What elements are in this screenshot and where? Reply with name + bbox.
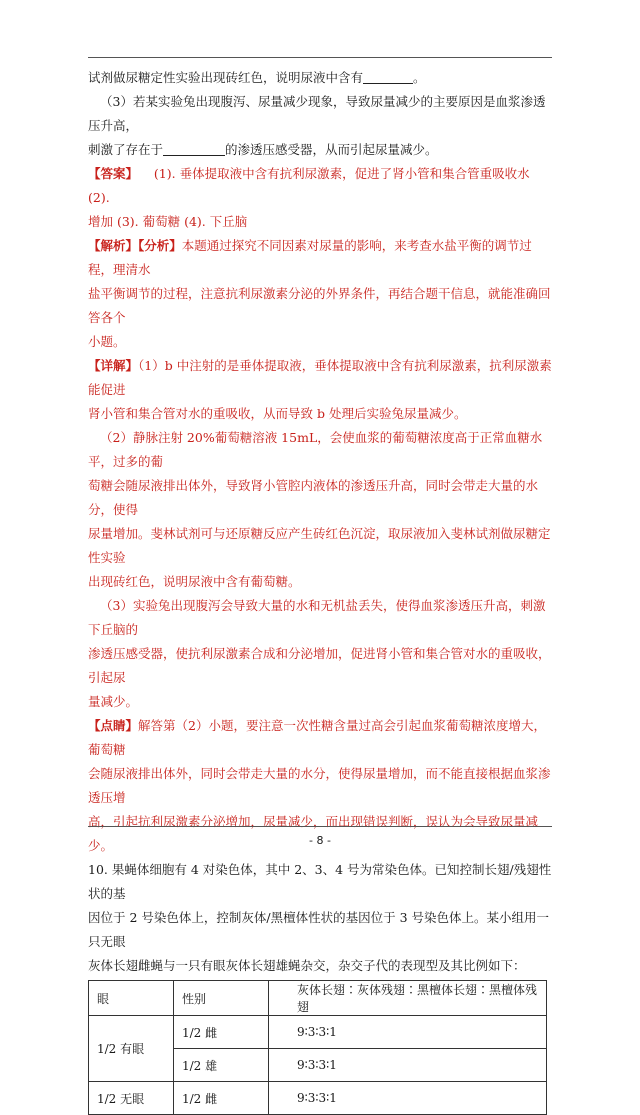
question-10-line: 灰体长翅雌蝇与一只有眼灰体长翅雄蝇杂交，杂交子代的表现型及其比例如下： bbox=[88, 958, 526, 973]
question-10-line: 10. 果蝇体细胞有 4 对染色体，其中 2、3、4 号为常染色体。已知控制长翅/残翅性状的基 bbox=[88, 862, 552, 901]
header-sex: 性别 bbox=[174, 981, 269, 1016]
answer-tag: 【答案】 bbox=[88, 166, 139, 181]
cell-sex: 1/2 雌 bbox=[174, 1016, 269, 1049]
text: 解答第（2）小题，要注意一次性糖含量过高会引起血浆葡萄糖浓度增大，葡萄糖 bbox=[88, 718, 546, 757]
detail-line: 肾小管和集合管对水的重吸收，从而导致 b 处理后实验兔尿量减少。 bbox=[88, 406, 467, 421]
text: (1). 垂体提取液中含有抗利尿激素，促进了肾小管和集合管重吸收水 (2). bbox=[88, 166, 530, 205]
text: 试剂做尿糖定性实验出现砖红色，说明尿液中含有 bbox=[88, 70, 364, 85]
answer-line-1 bbox=[88, 162, 552, 210]
text: 的渗透压感受器，从而引起尿量减少。 bbox=[225, 142, 438, 157]
detail-line: （3）实验兔出现腹泻会导致大量的水和无机盐丢失，使得血浆渗透压升高，刺激下丘脑的 bbox=[88, 598, 546, 637]
cell-eye: 1/2 无眼 bbox=[89, 1082, 174, 1115]
text: （1）b 中注射的是垂体提取液，垂体提取液中含有抗利尿激素，抗利尿激素能促进 bbox=[88, 358, 552, 397]
tip-line bbox=[88, 714, 552, 762]
detail-line: 尿量增加。斐林试剂可与还原糖反应产生砖红色沉淀，取尿液加入斐林试剂做尿糖定性实验 bbox=[88, 526, 551, 565]
answer-line-2: 增加 (3). 葡萄糖 (4). 下丘脑 bbox=[88, 214, 248, 229]
cell-sex: 1/2 雌 bbox=[174, 1082, 269, 1115]
analysis-line-2: 盐平衡调节的过程，注意抗利尿激素分泌的外界条件，再结合题干信息，就能准确回答各个 bbox=[88, 286, 551, 325]
text: 。 bbox=[413, 70, 426, 85]
answer-blank bbox=[363, 69, 413, 84]
cell-ratio: 9∶3∶3∶1 bbox=[269, 1082, 547, 1115]
table-header-row bbox=[89, 981, 547, 1016]
header-ratio: 灰体长翅∶灰体残翅∶黑檀体长翅∶黑檀体残翅 bbox=[269, 981, 547, 1016]
cell-sex: 1/2 雄 bbox=[174, 1049, 269, 1082]
answer-blank bbox=[163, 141, 225, 156]
page-number: - 8 - bbox=[309, 834, 331, 847]
page-content bbox=[88, 66, 552, 1115]
detail-tag: 【详解】 bbox=[88, 358, 139, 373]
detail-line bbox=[88, 354, 552, 402]
text-line bbox=[88, 138, 552, 162]
text: 本题通过探究不同因素对尿量的影响，来考查水盐平衡的调节过程，理清水 bbox=[88, 238, 532, 277]
tip-tag: 【点睛】 bbox=[88, 718, 139, 733]
analysis-line-1 bbox=[88, 234, 552, 282]
detail-line: 出现砖红色，说明尿液中含有葡萄糖。 bbox=[88, 574, 301, 589]
detail-line: 萄糖会随尿液排出体外，导致肾小管腔内液体的渗透压升高，同时会带走大量的水分，使得 bbox=[88, 478, 539, 517]
question-10-line: 因位于 2 号染色体上，控制灰体/黑檀体性状的基因位于 3 号染色体上。某小组用一只无眼 bbox=[88, 910, 550, 949]
footer-rule bbox=[88, 826, 552, 827]
cell-ratio: 9∶3∶3∶1 bbox=[269, 1016, 547, 1049]
detail-line: 渗透压感受器，使抗利尿激素合成和分泌增加，促进肾小管和集合管对水的重吸收，引起尿 bbox=[88, 646, 551, 685]
table-row bbox=[89, 1082, 547, 1115]
detail-line: （2）静脉注射 20%葡萄糖溶液 15mL，会使血浆的葡萄糖浓度高于正常血糖水平，过多的葡 bbox=[88, 430, 543, 469]
cell-ratio: 9∶3∶3∶1 bbox=[269, 1049, 547, 1082]
header-eye: 眼 bbox=[89, 981, 174, 1016]
analysis-line-3: 小题。 bbox=[88, 334, 126, 349]
text: 刺激了存在于 bbox=[88, 142, 164, 157]
tip-line: 高，引起抗利尿激素分泌增加，尿量减少，而出现错误判断，误认为会导致尿量减少。 bbox=[88, 814, 539, 853]
detail-line: 量减少。 bbox=[88, 694, 139, 709]
analysis-tag: 【解析】【分析】 bbox=[88, 238, 182, 253]
cell-eye: 1/2 有眼 bbox=[89, 1016, 174, 1082]
table-row bbox=[89, 1016, 547, 1049]
tip-line: 会随尿液排出体外，同时会带走大量的水分，使得尿量增加，而不能直接根据血浆渗透压增 bbox=[88, 766, 551, 805]
text-line bbox=[88, 66, 552, 90]
header-rule bbox=[88, 57, 552, 58]
offspring-phenotype-table bbox=[88, 980, 547, 1115]
question-3: （3）若某实验兔出现腹泻、尿量减少现象，导致尿量减少的主要原因是血浆渗透压升高， bbox=[88, 94, 546, 133]
